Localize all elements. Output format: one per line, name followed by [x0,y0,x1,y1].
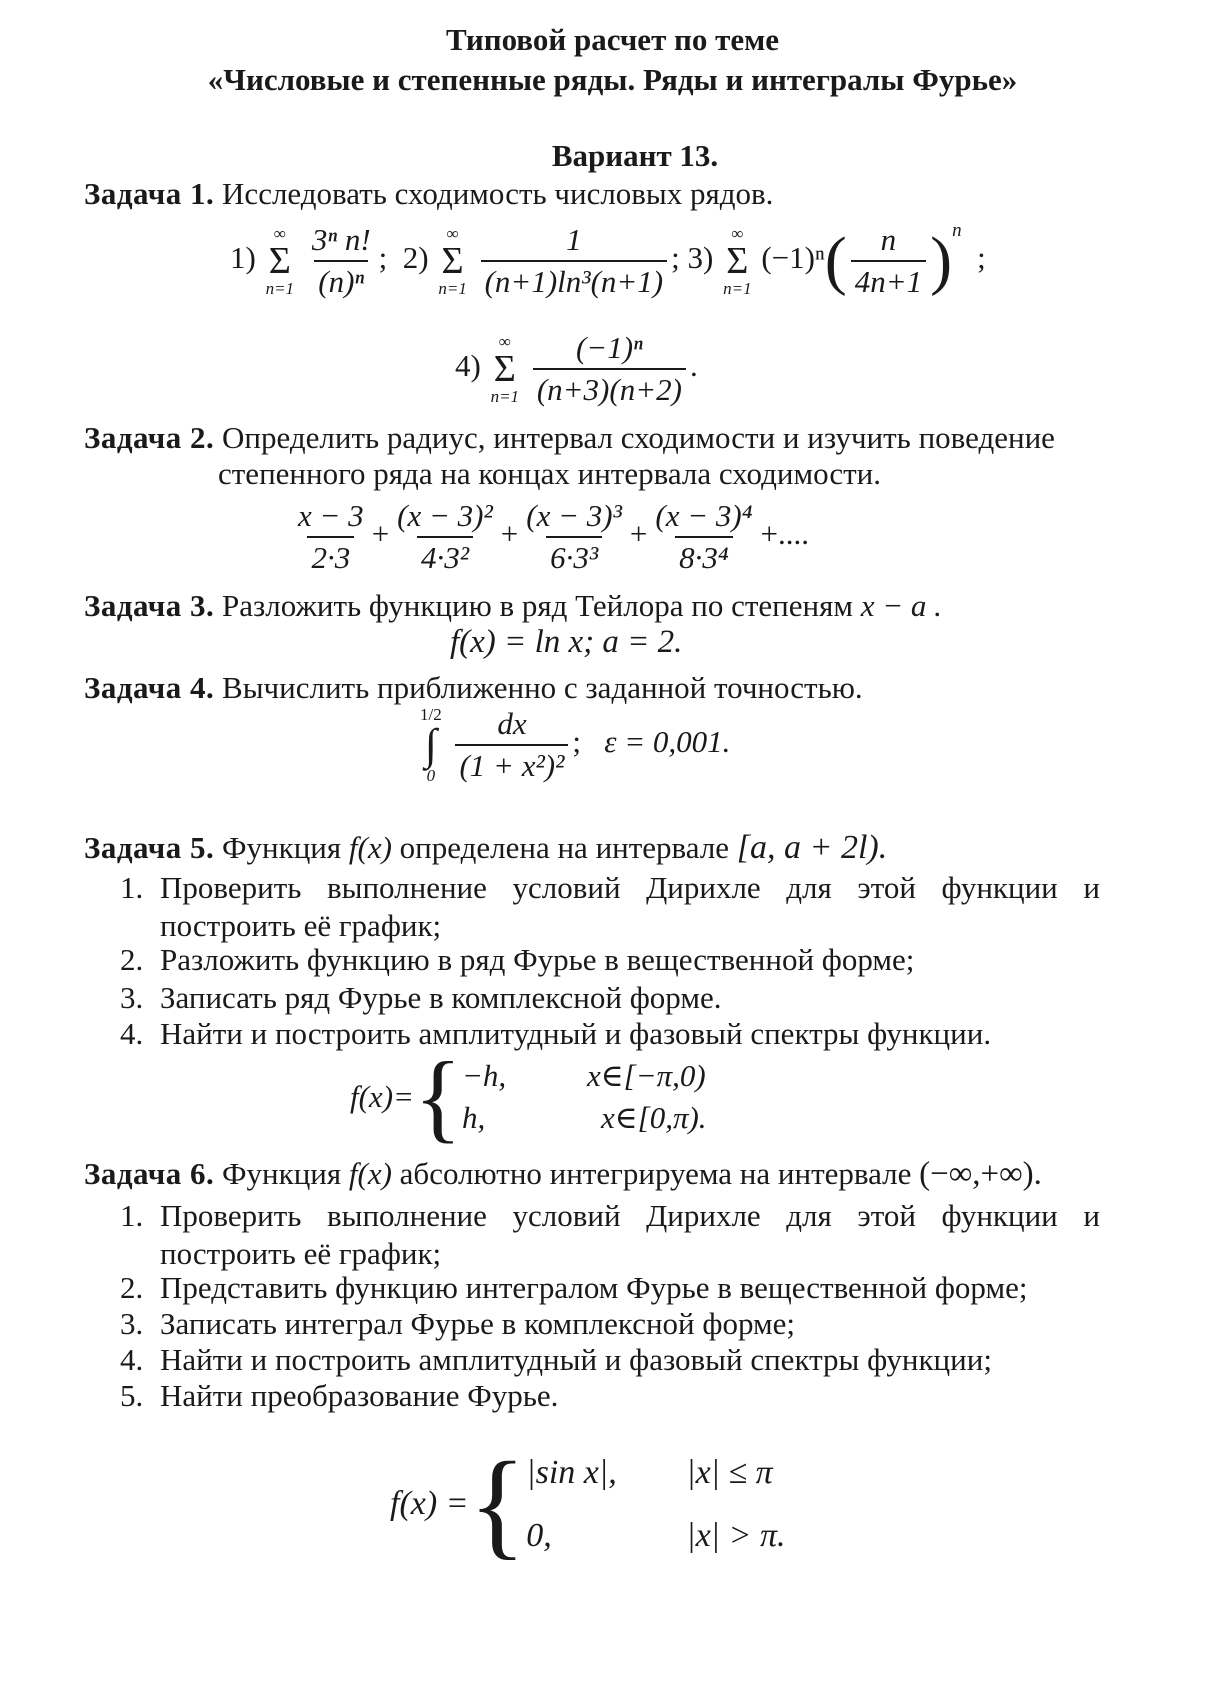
case-value: −h, [461,1058,507,1094]
task3-heading [84,588,942,624]
integral-upper: 1/2 [420,705,442,724]
series2-sep: ; [671,240,680,275]
series3-sign-term: (−1)ⁿ [761,240,825,275]
task5-item-3 [120,980,721,1016]
task6-item-4 [120,1342,992,1378]
series3-fraction [851,222,926,299]
task1-series-row1: 1) ∞ Σ n=1 $\frac{\text{3ⁿ n!}}{\text{(n)ⁿ}}$ ; 2) ∞ Σ n=1 $\frac{1}{\text{(n+1)ln³(n+1)}}$ ; 3) ∞ Σ n=1 (−1)ⁿ( $\frac{n}{4n+1}$ )$^n$ ; [230,220,986,299]
word: для [786,870,832,905]
series2-numerator: 1 [566,222,582,258]
term-denominator: 8·3⁴ [675,536,733,576]
word: этой [857,870,916,905]
task5-interval: [a, a + 2l). [736,829,888,866]
task5-function: f(x) [348,830,392,865]
integral-lower: 0 [426,766,436,785]
item-number: 5. [120,1378,144,1413]
series2-fraction [481,222,668,299]
task6-interval: (−∞,+∞). [919,1156,1042,1192]
item-number: 2. [120,942,144,977]
integrand-fraction [455,706,568,783]
plus-sign: + [371,515,390,551]
word: для [786,1198,832,1233]
word: этой [857,1198,916,1233]
integral-sign: 1/2 ∫ 0 [420,705,442,785]
task5-text-b: определена на интервале [399,830,730,865]
task5-piecewise: f(x)= { −h, x∈[−π,0) h, x∈[0,π). [350,1041,707,1152]
integrand-denominator: (1 + x²)² [455,744,568,784]
term-numerator: (x − 3)² [397,498,493,533]
word: и [1083,1198,1100,1233]
case-row [462,1058,707,1094]
series4-sum: ∞ Σ n=1 [490,331,520,406]
series4-numerator: (−1)ⁿ [575,330,643,365]
series3-exponent: n [952,220,962,241]
series2-index: 2) [402,240,429,275]
series3-index: 3) [687,240,714,275]
case-condition: x∈[0,π). [600,1100,707,1135]
case-row [526,1453,785,1492]
task3-label: Задача 3. [84,588,215,623]
task3-power: x − a . [860,588,942,623]
sum-lower: n=1 [265,278,295,298]
word: выполнение [326,1198,487,1233]
task4-text: Вычислить приближенно с заданной точностью. [222,670,863,705]
task4-integral [418,706,730,784]
word: Дирихле [646,870,761,905]
task6-item-3 [120,1306,795,1342]
series2-denominator: (n+1)ln³(n+1) [481,260,668,300]
task4-heading [84,670,863,706]
case-condition: x∈[−π,0) [586,1058,706,1094]
case-value: |sin x|, [526,1453,617,1491]
series1-denominator: (n)ⁿ [314,260,368,300]
case-condition: |x| > π. [686,1517,786,1554]
task3-text: Разложить функцию в ряд Тейлора по степеням [222,588,853,623]
piecewise-cases [526,1453,785,1555]
task2-label: Задача 2. [84,420,215,455]
series1-sum: ∞ Σ n=1 [265,223,295,298]
series3-sep: ; [977,240,986,275]
sum-upper: ∞ [498,331,511,351]
task6-piecewise: f(x) = { |sin x|, |x| ≤ π 0, |x| > π. [390,1437,786,1570]
series3-numerator: n [880,222,897,258]
series3-sum: ∞ Σ n=1 [723,223,752,298]
title-line-1: Типовой расчет по теме [445,22,780,57]
case-row [526,1516,785,1555]
piecewise-lhs: f(x)= [350,1079,414,1115]
word: функции [941,1198,1058,1233]
term-denominator: 2·3 [307,536,354,576]
word: выполнение [326,870,487,905]
task6-function: f(x) [348,1156,392,1191]
series4-index: 4) [455,347,481,383]
sum-lower: n=1 [490,386,520,406]
item-number: 4. [120,1016,144,1051]
epsilon-precision: ε = 0,001. [604,724,731,760]
sum-upper: ∞ [446,223,459,243]
word: Проверить [160,1198,302,1233]
item-text-line1 [160,870,1100,906]
item-number: 4. [120,1342,144,1377]
sum-lower: n=1 [438,278,467,298]
task6-item-1 [120,1198,1100,1271]
task1-heading [84,176,773,212]
item-text: Найти и построить амплитудный и фазовый спектры функции; [160,1342,992,1377]
integral-sep: ; [572,724,582,760]
task6-heading [84,1156,1042,1194]
task3-formula: f(x) = ln x; a = 2. [450,624,683,660]
piecewise-lhs: f(x) = [390,1485,469,1523]
item-text: Записать интеграл Фурье в комплексной форме; [160,1306,795,1341]
case-value: 0, [526,1517,552,1554]
sum-lower: n=1 [723,278,752,298]
plus-sign: + [629,515,648,551]
series-term-1 [294,498,368,575]
case-row [462,1100,707,1136]
item-text: Представить функцию интегралом Фурье в вещественной форме; [160,1270,1028,1305]
item-text-line2: построить её график; [160,1235,442,1271]
series4-sep: . [689,347,698,383]
word: функции [941,870,1058,905]
task1-series-row2 [455,330,698,407]
series1-numerator: 3ⁿ n! [311,222,371,258]
task5-item-2 [120,942,914,978]
task5-text-a: Функция [222,830,342,865]
item-number: 3. [120,980,144,1015]
title-line-2: «Числовые и степенные ряды. Ряды и интегралы Фурье» [207,62,1018,97]
variant-heading: Вариант 13. [551,138,719,173]
term-denominator: 6·3³ [546,536,602,576]
item-number: 1. [120,870,144,905]
word: условий [512,1198,621,1233]
item-number: 3. [120,1306,144,1341]
series4-denominator: (n+3)(n+2) [533,368,686,408]
task2-text-line1: Определить радиус, интервал сходимости и изучить поведение [222,420,1055,455]
sum-upper: ∞ [273,223,286,243]
task6-text-b: абсолютно интегрируема на интервале [399,1156,912,1191]
item-text: Разложить функцию в ряд Фурье в вещественной форме; [160,942,915,977]
task2-text-line2: степенного ряда на концах интервала сходимости. [218,456,882,491]
word: условий [512,870,621,905]
item-text: Найти и построить амплитудный и фазовый спектры функции. [160,1016,992,1051]
series4-fraction [533,330,686,407]
series-term-4 [651,498,756,575]
case-value: h, [461,1100,486,1135]
series1-fraction [308,222,375,299]
task5-item-1 [120,870,1100,943]
item-number: 2. [120,1270,144,1305]
task6-item-5 [120,1378,558,1414]
series-term-2 [393,498,497,575]
task2-heading [84,420,1055,456]
task2-power-series [290,498,809,575]
case-condition: |x| ≤ π [686,1453,773,1491]
task6-label: Задача 6. [84,1156,215,1191]
term-numerator: (x − 3)⁴ [655,498,753,533]
task6-text-a: Функция [222,1156,342,1191]
task4-label: Задача 4. [84,670,215,705]
word: Проверить [160,870,302,905]
series-tail: +.... [760,515,809,551]
task6-item-2 [120,1270,1027,1306]
item-text: Найти преобразование Фурье. [160,1378,559,1413]
task1-text: Исследовать сходимость числовых рядов. [222,176,774,211]
piecewise-cases [462,1058,707,1135]
item-number: 1. [120,1198,144,1233]
sum-upper: ∞ [731,223,744,243]
term-numerator: x − 3 [298,498,364,533]
item-text: Записать ряд Фурье в комплексной форме. [160,980,722,1015]
task5-heading [84,828,887,867]
word: Дирихле [646,1198,761,1233]
series-term-3 [522,498,626,575]
plus-sign: + [500,515,519,551]
item-text-line2: построить её график; [160,907,442,943]
term-numerator: (x − 3)³ [526,498,622,533]
task5-label: Задача 5. [84,830,215,865]
task1-label: Задача 1. [84,176,215,211]
series3-denominator: 4n+1 [851,260,926,300]
word: и [1083,870,1100,905]
task5-item-4 [120,1016,991,1052]
series1-sep: ; [378,240,388,275]
item-text-line1 [160,1198,1100,1234]
integrand-numerator: dx [497,706,527,742]
series1-index: 1) [230,240,256,275]
term-denominator: 4·3² [417,536,473,576]
series2-sum: ∞ Σ n=1 [438,223,467,298]
